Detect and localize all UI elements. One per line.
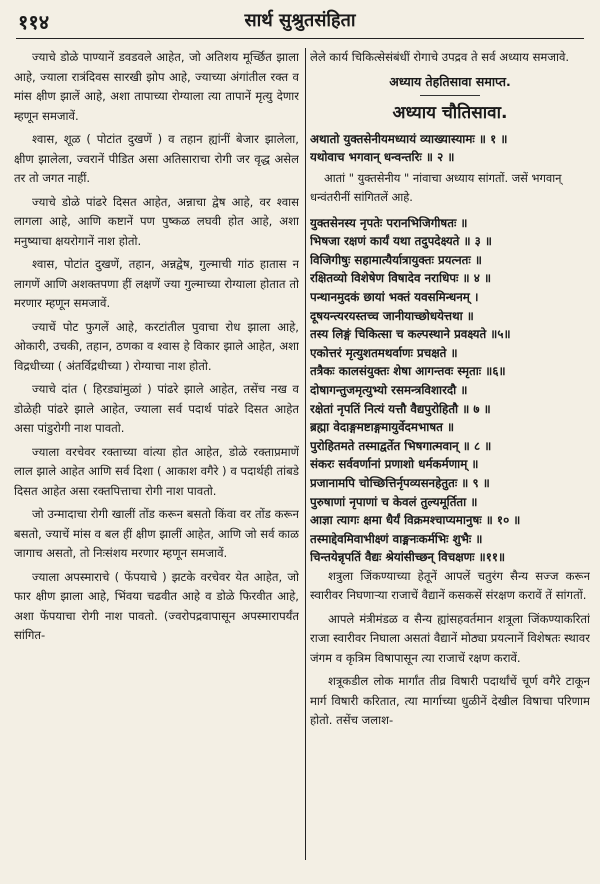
verse-line: पुरोहितमते तस्माद्वर्तेत भिषगात्मवान् ॥ ८ ॥ bbox=[310, 438, 492, 453]
left-paragraph: ज्याचे डोळे पाण्यानें डवडवले आहेत, जो अतिशय मूर्च्छित झाला आहे, ज्याला रात्रंदिवस सारखी झोप आहे, ज्याच्या अंगांतील रक्त व मांस क्षीण झालें आहे, अशा तापाच्या रोग्याला त्या तापानें मृत्यु देणार म्हणून समजावें. bbox=[14, 50, 299, 123]
chapter-end-heading: अध्याय तेहतिसावा समाप्त. bbox=[389, 73, 511, 89]
left-paragraph: जो उन्मादाचा रोगी खालीं तोंड करून बसतो किंवा वर तोंड करून बसतो, ज्याचें मांस व बल हीं क्षीण झालीं आहेत, आणि जो सर्व काळ जागाच असतो, तो निःसंशय मरणार म्हणून समजावें. bbox=[14, 507, 299, 560]
right-column bbox=[310, 48, 590, 864]
verse-line: भिषजा रक्षणं कार्यं यथा तदुपदेक्ष्यते ॥ ३ ॥ bbox=[310, 234, 492, 249]
left-paragraph: श्वास, शूळ ( पोटांत दुखणें ) व तहान ह्यांनीं बेजार झालेला, क्षीण झालेला, ज्वरानें पीडित असा अतिसाराचा रोगी जर वृद्ध असेल तर तो जगत नाहीं. bbox=[14, 132, 299, 185]
opening-note: आतां " युक्तसेनीय " नांवाचा अध्याय सांगतों. जसें भगवान् धन्वंतरीनीं सांगितलें आहे. bbox=[310, 170, 562, 205]
right-paragraph: शत्रुला जिंकण्याच्या हेतूनें आपलें चतुरंग सैन्य सज्ज करून स्वारीवर निघणाऱ्या राजाचें वैद्यानें कसकसें संरक्षण करावें तें सांगतों. bbox=[310, 568, 590, 603]
verse-line: युक्तसेनस्य नृपतेः परानभिजिगीषतः ॥ bbox=[310, 215, 468, 230]
right-paragraph: शत्रूकडील लोक मार्गांत तीव्र विषारी पदार्थांचें चूर्ण वगैरे टाकून मार्ग विषारी करितात, त्या मार्गाच्या धुळीनें देखील विषाचा परिणाम होतो. तसेंच जलाश- bbox=[310, 674, 590, 728]
header-rule bbox=[16, 38, 584, 39]
verse-line: दूषयन्त्यरयस्तच्च जानीयाच्छोधयेत्तथा ॥ bbox=[310, 308, 474, 323]
left-paragraph: श्वास, पोटांत दुखणें, तहान, अन्नद्वेष, गुल्माची गांठ हातास न लागणें आणि अशक्तपणा हीं लक्षणें ज्या गुल्माच्या रोग्याला होतात तो मरणार म्हणून समजावें. bbox=[14, 257, 299, 310]
verse-line: आज्ञा त्यागः क्षमा धैर्यं विक्रमश्चाप्यमानुषः ॥ १० ॥ bbox=[310, 513, 521, 528]
left-paragraph: ज्याचे डोळे पांढरे दिसत आहेत, अन्नाचा द्वेष आहे, वर श्वास लागला आहे, आणि कष्टानें पण पुष्कळ लघवी होत आहे, अशा मनुष्याचा क्षयरोगानें नाश होतो. bbox=[14, 194, 299, 248]
verse-line: ब्रह्मा वेदाङ्गमष्टाङ्गमायुर्वेदमभाषत ॥ bbox=[310, 420, 455, 435]
left-paragraph: ज्याला वरचेवर रक्ताच्या वांत्या होत आहेत, डोळे रक्ताप्रमाणें लाल झाले आहेत आणि सर्व दिशा ( आकाश वगैरे ) व पदार्थही तांबडे दिसत आहेत असा रक्तपित्ताचा रोगी नाश पावतो. bbox=[14, 444, 299, 498]
opening-verse: अथातो युक्तसेनीयमध्यायं व्याख्यास्यामः ॥ १ ॥ bbox=[310, 131, 508, 146]
verse-line: दोषागन्तुजमृत्युभ्यो रसमन्त्रविशारदौ ॥ bbox=[310, 383, 468, 398]
right-continuation: लेले कार्य चिकित्सेसंबंधीं रोगाचे उपद्रव ते सर्व अध्याय समजावे. bbox=[310, 50, 570, 64]
left-column bbox=[14, 48, 299, 864]
left-paragraph: ज्याला अपस्माराचे ( फेंपयाचे ) झटके वरचेवर येत आहेत, जो फार क्षीण झाला आहे, भिंवया चढवीत आहे व डोळे फिरवीत आहे, अशा फेंपयाचा रोगी नाश पावतो. (ज्वरोपद्रवापासून अपस्मारापर्यंत सांगित- bbox=[14, 569, 299, 642]
verse-line: रक्षितव्यो विशेषेण विषादेव नराधिपः ॥ ४ ॥ bbox=[310, 271, 492, 286]
right-paragraph: आपले मंत्रीमंडळ व सैन्य ह्यांसहवर्तमान शत्रूला जिंकण्याकरितां राजा स्वारीवर निघाला असतां वैद्यानें मोठ्या प्रयत्नानें विशेषतः स्थावर जंगम व कृत्रिम विषापासून त्या राजाचें रक्षण करावें. bbox=[310, 611, 590, 665]
verse-line: विजिगीषुः सहामात्यैर्यात्रायुक्तः प्रयत्नतः ॥ bbox=[310, 252, 482, 267]
verse-line: पन्थानमुदकं छायां भक्तं यवसमिन्धनम् । bbox=[310, 290, 479, 305]
verse-line: पुरुषाणां नृपाणां च केवलं तुल्यमूर्तिता ॥ bbox=[310, 494, 478, 509]
left-paragraph: ज्याचें पोट फुगलें आहे, करटांतील पुवाचा रोध झाला आहे, ओकारी, उचकी, तहान, ठणका व श्वास हे विकार झाले आहेत, अशा विद्रधीच्या ( अंतर्विद्रधीच्या ) रोग्याचा नाश होतो. bbox=[14, 319, 299, 373]
verse-line: तत्रैकः कालसंयुक्तः शेषा आगन्तवः स्मृताः ॥६॥ bbox=[310, 364, 506, 379]
running-title: सार्थ सुश्रुतसंहिता bbox=[244, 10, 356, 31]
page-number: ११४ bbox=[18, 10, 50, 34]
verse-line: एकोत्तरं मृत्युशतमथर्वाणः प्रचक्षते ॥ bbox=[310, 345, 458, 360]
column-divider bbox=[305, 48, 306, 860]
left-paragraph: ज्याचे दांत ( हिरड्यांमुळां ) पांढरे झाले आहेत, तसेंच नख व डोळेही पांढरे झाले आहेत, ज्याला सर्व पदार्थ पांढरे दिसत आहेत असा पांडुरोगी नाश पावतो. bbox=[14, 382, 299, 435]
verse-line: संकरः सर्ववर्णानां प्रणाशो धर्मकर्मणाम् ॥ bbox=[310, 457, 479, 472]
opening-verse: यथोवाच भगवान् धन्वन्तरिः ॥ २ ॥ bbox=[310, 150, 455, 165]
verse-line: तस्माद्देवमिवाभीक्ष्णं वाङ्मनःकर्मभिः शुभैः ॥ bbox=[310, 531, 483, 546]
verse-line: तस्य लिङ्गं चिकित्सा च कल्पस्थाने प्रवक्ष्यते ॥५॥ bbox=[310, 327, 511, 342]
verse-line: चिन्तयेन्नृपतिं वैद्यः श्रेयांसीच्छन् विचक्षणः ॥११॥ bbox=[310, 550, 506, 565]
chapter-title: अध्याय चौतिसावा. bbox=[392, 103, 508, 123]
verse-line: प्रजानामपि चोच्छित्तिर्नृपव्यसनहेतुतः ॥ ९ ॥ bbox=[310, 476, 490, 490]
separator-rule bbox=[420, 95, 480, 96]
page-header bbox=[0, 0, 600, 40]
verse-line: रक्षेतां नृपतिं नित्यं यत्तौ वैद्यपुरोहितौ ॥ ७ ॥ bbox=[310, 401, 491, 416]
